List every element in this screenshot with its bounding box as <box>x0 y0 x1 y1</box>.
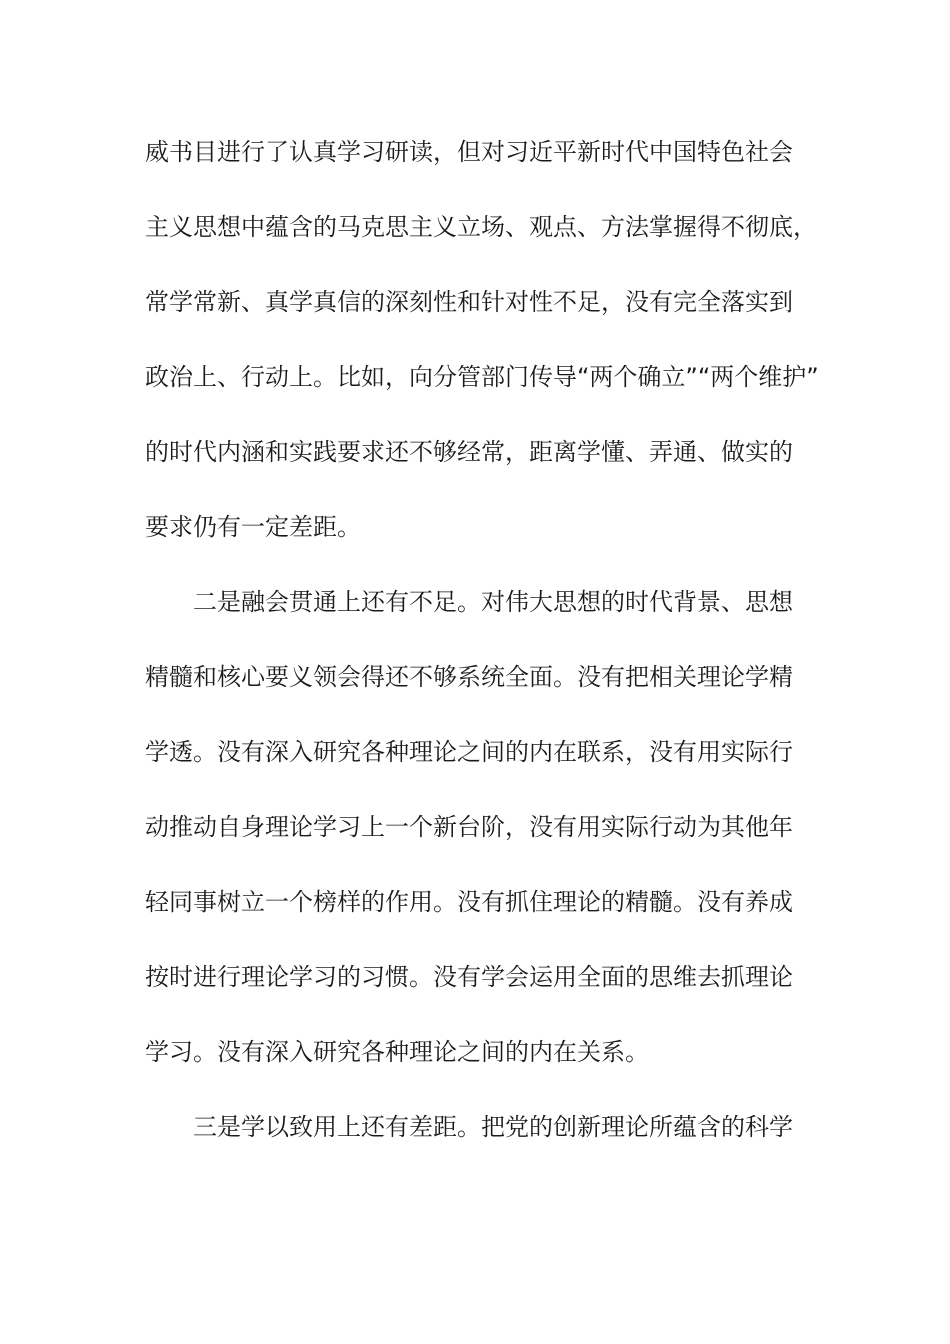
document-body <box>145 128 845 1178</box>
text-line: 的时代内涵和实践要求还不够经常，距离学懂、弄通、做实的 <box>145 438 793 466</box>
text-line: 动推动自身理论学习上一个新台阶，没有用实际行动为其他年 <box>145 813 793 841</box>
paragraph-start-line: 二是融会贯通上还有不足。对伟大思想的时代背景、思想 <box>193 588 793 616</box>
text-line: 按时进行理论学习的习惯。没有学会运用全面的思维去抓理论 <box>145 963 793 991</box>
text-line: 政治上、行动上。比如，向分管部门传导“两个确立”“两个维护” <box>145 363 819 391</box>
paragraph-start-line: 三是学以致用上还有差距。把党的创新理论所蕴含的科学 <box>193 1113 793 1141</box>
text-line: 学透。没有深入研究各种理论之间的内在联系，没有用实际行 <box>145 738 793 766</box>
text-line: 学习。没有深入研究各种理论之间的内在关系。 <box>145 1038 649 1066</box>
text-line: 精髓和核心要义领会得还不够系统全面。没有把相关理论学精 <box>145 663 793 691</box>
text-line: 要求仍有一定差距。 <box>145 513 361 541</box>
text-line: 轻同事树立一个榜样的作用。没有抓住理论的精髓。没有养成 <box>145 888 793 916</box>
text-line: 威书目进行了认真学习研读，但对习近平新时代中国特色社会 <box>145 138 793 166</box>
text-line: 主义思想中蕴含的马克思主义立场、观点、方法掌握得不彻底， <box>145 213 817 241</box>
text-line: 常学常新、真学真信的深刻性和针对性不足，没有完全落实到 <box>145 288 793 316</box>
